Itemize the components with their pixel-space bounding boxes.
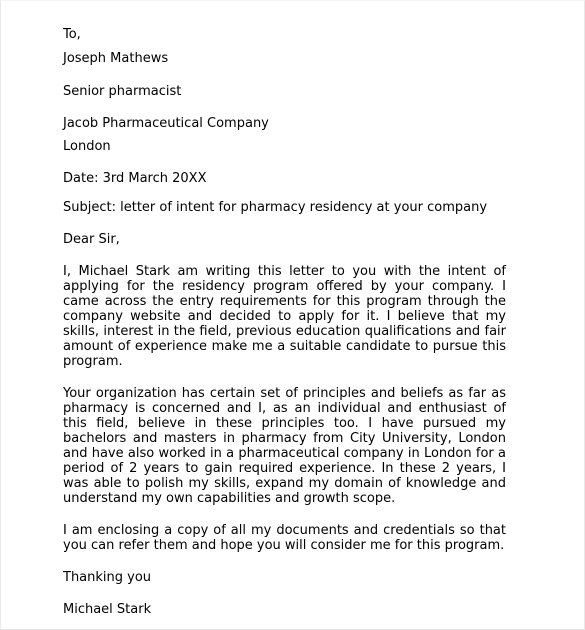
letter-body	[63, 27, 506, 617]
recipient-name: Joseph Mathews	[63, 51, 169, 66]
body-paragraph-background: Your organization has certain set of principles and beliefs as far as pharmacy is concerned and I, as an individual and enthusiast of this field, believe in these principles too. I have pursued my bachelors and masters in pharmacy from City University, London and have also worked in a pharmaceutical company in London for a period of 2 years to gain required experience. In these 2 years, I was able to polish my skills, expand my domain of knowledge and understand my own capabilities and growth scope.	[63, 386, 506, 506]
letter-subject: Subject: letter of intent for pharmacy residency at your company	[63, 200, 488, 215]
letter-closing: Thanking you	[63, 570, 152, 585]
recipient-city: London	[63, 139, 111, 154]
recipient-company: Jacob Pharmaceutical Company	[63, 116, 269, 131]
to-line: To,	[63, 27, 81, 42]
recipient-title: Senior pharmacist	[63, 84, 182, 99]
body-paragraph-enclosure: I am enclosing a copy of all my documents and credentials so that you can refer them and hope you will consider me for this program.	[63, 523, 506, 553]
body-paragraph-intro: I, Michael Stark am writing this letter to you with the intent of applying for the residency program offered by your company. I came across the entry requirements for this program through the company website and decided to apply for it. I believe that my skills, interest in the field, previous education qualifications and fair amount of experience make me a suitable candidate to pursue this program.	[63, 264, 506, 369]
letter-signature: Michael Stark	[63, 602, 152, 617]
letter-date: Date: 3rd March 20XX	[63, 171, 207, 186]
letter-salutation: Dear Sir,	[63, 232, 120, 247]
